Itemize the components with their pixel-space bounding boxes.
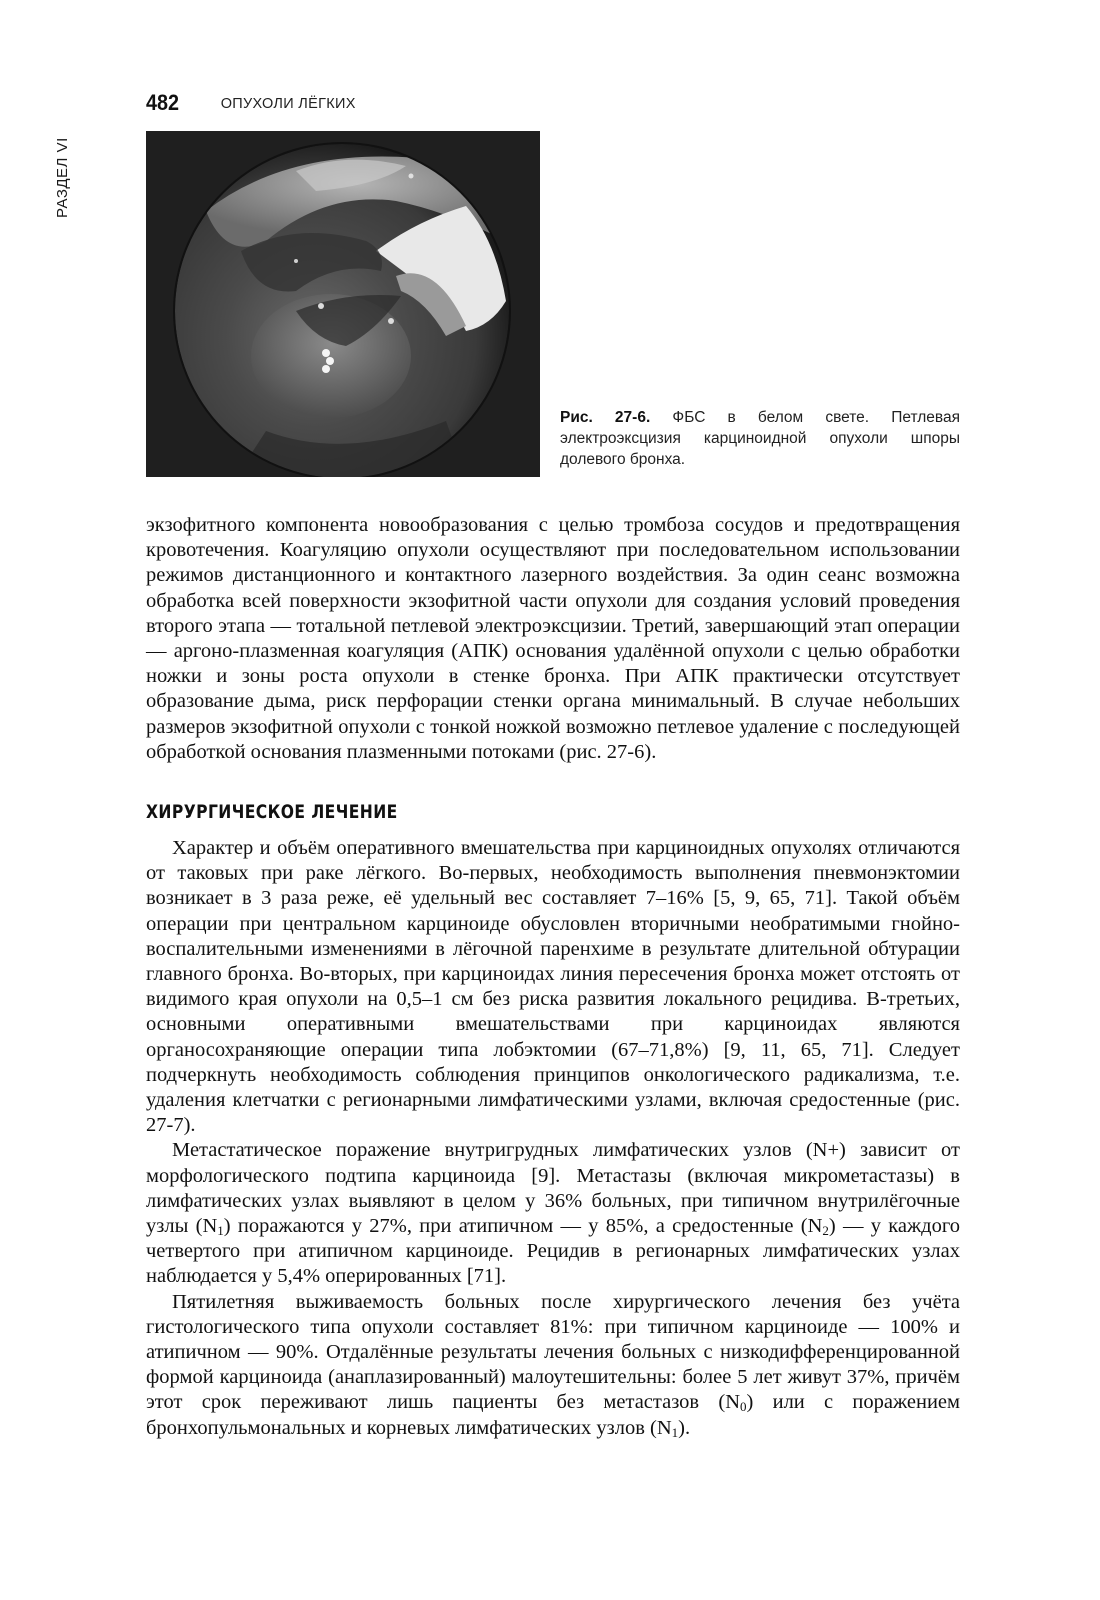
page-header (146, 90, 356, 116)
figure-caption (560, 407, 960, 470)
p3-text-1: Метастатическое поражение внутригрудных лимфатических узлов (N+) зависит от морфологического подтипа карциноида [9]. Метастазы (включая микрометастазы) в лимфатических узлах выявляют в целом у 36% больных, при типичном внутрилёгочные узлы (N (146, 1139, 960, 1238)
paragraph-4 (146, 1290, 960, 1441)
p3-text-2: ) поражаются у 27%, при атипичном — у 85%, а средостенные (N (223, 1215, 823, 1238)
p4-text-3: ). (678, 1416, 691, 1439)
p4-subscript-1: 0 (740, 1399, 747, 1415)
section-heading: ХИРУРГИЧЕСКОЕ ЛЕЧЕНИЕ (146, 801, 398, 823)
p4-text-1: Пятилетняя выживаемость больных после хирургического лечения без учёта гистологического типа опухоли составляет 81%: при типичном карциноиде — 100% и атипичном — 90%. Отдалённые результаты лечения больных с низкодифференцированной формой карциноида (анаплазированный) малоутешительны: более 5 лет живут 37%, причём этот срок переживают лишь пациенты без метастазов (N (146, 1290, 960, 1414)
running-title: ОПУХОЛИ ЛЁГКИХ (220, 96, 356, 112)
p3-subscript-2: 2 (822, 1223, 829, 1239)
paragraph-1: экзофитного компонента новообразования с целью тромбоза сосудов и предотвращения кровотечения. Коагуляцию опухоли осуществляют при последовательном использовании режимов дистанционного и контактного лазерного воздействия. За один сеанс возможна обработка всей поверхности экзофитной части опухоли для создания условий проведения второго этапа — тотальной петлевой электроэксцизии. Третий, завершающий этап операции — аргоно-плазменная коагуляция (АПК) основания удалённой опухоли с целью обработки ножки и зоны роста опухоли в стенке бронха. При АПК практически отсутствует образование дыма, риск перфорации стенки органа минимальный. В случае небольших размеров экзофитной опухоли с тонкой ножкой возможно петлевое удаление с последующей обработкой основания плазменными потоками (рис. 27-6). (146, 514, 960, 763)
section-side-label: РАЗДЕЛ VI (54, 137, 71, 218)
p4-text-2: ) или с поражением бронхопульмональных и корневых лимфатических узлов (N (146, 1391, 960, 1439)
p4-subscript-2: 1 (671, 1424, 679, 1440)
paragraph-2: Характер и объём оперативного вмешательства при карциноидных опухолях отличаются от таковых при раке лёгкого. Во-первых, необходимость выполнения пневмонэктомии возникает в 3 раза реже, её удельный вес составляет 7–16% [5, 9, 65, 71]. Такой объём операции при центральном карциноиде обусловлен вторичными необратимыми гнойно-воспалительными изменениями в лёгочной паренхиме в результате длительной обтурации главного бронха. Во-вторых, при карциноидах линия пересечения бронха может отстоять от видимого края опухоли на 0,5–1 см без риска развития локального рецидива. В-третьих, основными оперативными вмешательствами при карциноидах являются органосохраняющие операции типа лобэктомии (67–71,8%) [9, 11, 65, 71]. Следует подчеркнуть необходимость соблюдения принципов онкологического радикализма, т.е. удаления клетчатки с регионарными лимфатическими узлами, включая средостенные (рис. 27-7). (146, 837, 960, 1137)
paragraph-3 (146, 1138, 960, 1289)
figure-caption-text: ФБС в белом свете. Петлевая электроэксцизия карциноидной опухоли шпоры долевого бронха. (560, 409, 960, 468)
text-block-bottom (146, 836, 960, 1441)
text-block-top (146, 513, 960, 765)
p3-text-3: ) — у каждого четвертого при атипичном карциноиде. Рецидив в регионарных лимфатических узлах наблюдается у 5,4% оперированных [71]. (146, 1215, 961, 1288)
p3-subscript-1: 1 (217, 1223, 224, 1239)
page-number: 482 (146, 90, 180, 115)
figure-label: Рис. 27-6. (560, 409, 651, 426)
endoscopy-photo (146, 131, 540, 477)
